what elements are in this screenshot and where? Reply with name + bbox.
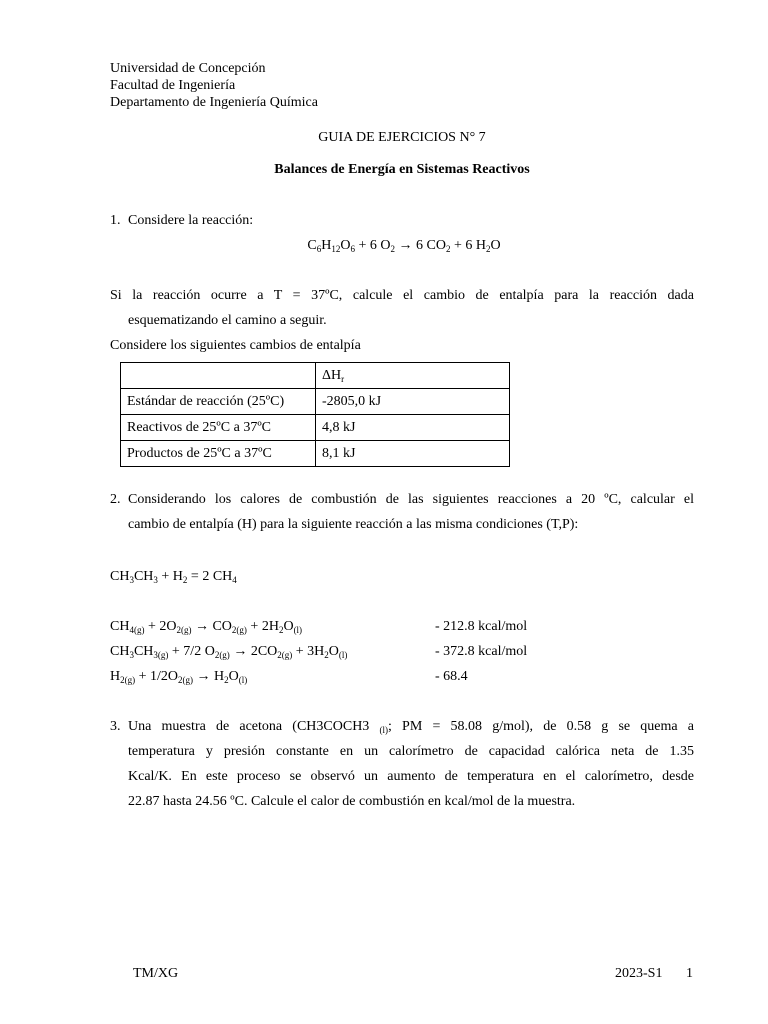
problem3-line1: Una muestra de acetona (CH3COCH3 $_{(l)}$; PM = 58.08 g/mol), de 0.58 g se quema a (128, 719, 694, 735)
table-row (121, 389, 510, 415)
header-faculty: Facultad de Ingeniería (110, 78, 236, 93)
problem2-main-equation: $CH_3CH_3 + H_2 = 2$ $CH_4$ (110, 569, 237, 585)
problem3-line2: temperatura y presión constante en un calorímetro de capacidad calórica neta de 1.35 (128, 744, 694, 759)
problem3-line3: Kcal/K. En este proceso se observó un aumento de temperatura en el calorímetro, desde (128, 769, 694, 784)
table-header-row (121, 363, 510, 389)
table-header-cell: $\Delta H_r$ (316, 363, 510, 389)
table-cell: Productos de 25ºC a 37ºC (121, 441, 316, 467)
table-header-cell (121, 363, 316, 389)
enthalpy-table (120, 362, 510, 467)
problem2-line2: cambio de entalpía (H) para la siguiente reacción a las misma condiciones (T,P): (128, 517, 579, 532)
reaction-3-equation: $H_{2(g)} + 1/2O_{2(g)} \to H_2O_{(l)}$ (110, 669, 248, 685)
problem3-number: 3. (110, 719, 121, 734)
header-university: Universidad de Concepción (110, 61, 266, 76)
problem1-paragraph-line1: Si la reacción ocurre a T = 37ºC, calcule el cambio de entalpía para la reacción dada (110, 288, 694, 303)
header-department: Departamento de Ingeniería Química (110, 95, 318, 110)
reaction-2-equation: $CH_3CH_{3(g)} + 7/2$ $O_{2(g)} \to 2CO_{2(g)} + 3H_2O_{(l)}$ (110, 644, 348, 660)
table-cell: Reactivos de 25ºC a 37ºC (121, 415, 316, 441)
problem2-number: 2. (110, 492, 121, 507)
reaction-3-value: - 68.4 (435, 669, 468, 684)
footer-initials: TM/XG (133, 966, 179, 981)
problem3-line4: 22.87 hasta 24.56 ºC. Calcule el calor de combustión en kcal/mol de la muestra. (128, 794, 576, 809)
problem1-intro: Considere la reacción: (128, 213, 254, 228)
table-row (121, 441, 510, 467)
reaction-2-value: - 372.8 kcal/mol (435, 644, 528, 659)
table-cell: 4,8 kJ (316, 415, 510, 441)
problem1-number: 1. (110, 213, 121, 228)
problem1-table-intro: Considere los siguientes cambios de entalpía (110, 338, 361, 353)
reaction-1-equation: $CH_{4(g)} + 2O_{2(g)} \to CO_{2(g)} + 2H_2O_{(l)}$ (110, 619, 303, 635)
problem2-line1: Considerando los calores de combustión de las siguientes reacciones a 20 ºC, calcular el (128, 492, 694, 507)
table-row (121, 415, 510, 441)
footer-semester: 2023-S1 (615, 966, 663, 981)
reaction-1-value: - 212.8 kcal/mol (435, 619, 528, 634)
table-cell: -2805,0 kJ (316, 389, 510, 415)
guide-title: GUIA DE EJERCICIOS N° 7 (318, 130, 486, 145)
problem1-paragraph-line2: esquematizando el camino a seguir. (128, 313, 327, 328)
problem1-equation: $C_6H_{12}O_6 + 6$ $O_2 \to 6$ $CO_2 + 6$ $H_2O$ (307, 238, 501, 254)
footer-page-number: 1 (686, 966, 693, 981)
table-cell: Estándar de reacción (25ºC) (121, 389, 316, 415)
document-subtitle: Balances de Energía en Sistemas Reactivos (274, 162, 530, 177)
table-cell: 8,1 kJ (316, 441, 510, 467)
